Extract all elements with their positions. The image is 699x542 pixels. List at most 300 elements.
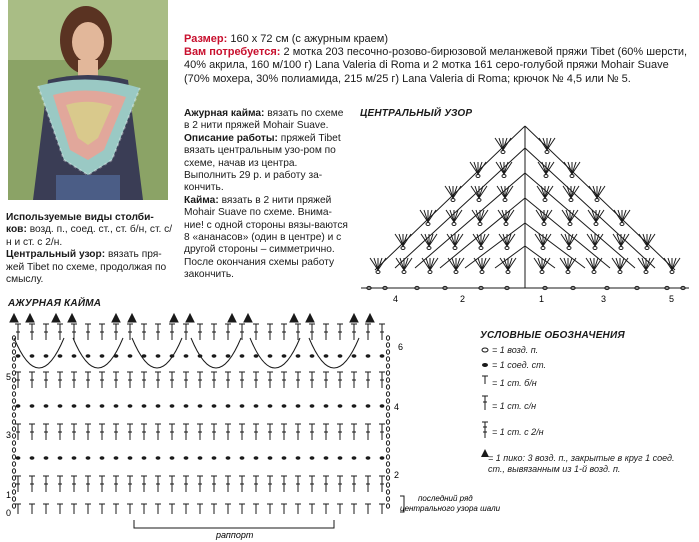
central-fan-mark [496, 162, 512, 178]
central-fan-mark [474, 258, 490, 274]
lace-edging-chart [4, 308, 501, 540]
central-fan-mark [446, 210, 462, 226]
chain-mark [386, 504, 389, 508]
stitch-mark [58, 456, 63, 459]
chain-mark [12, 357, 15, 361]
stitch-mark [183, 372, 189, 388]
chain-mark [12, 441, 15, 445]
stitch-mark [71, 372, 77, 388]
chain-mark [12, 490, 15, 494]
central-chart-title: ЦЕНТРАЛЬНЫЙ УЗОР [360, 108, 473, 119]
stitch-mark [338, 404, 343, 407]
stitch-mark [197, 476, 203, 492]
treble-crochet-icon [482, 422, 488, 438]
stitch-mark [268, 354, 273, 357]
stitch-mark [310, 404, 315, 407]
stitch-types [6, 212, 174, 249]
chain-mark [12, 427, 15, 431]
stitch-mark [29, 504, 35, 514]
stitch-mark [338, 456, 343, 459]
central-fan-mark [472, 210, 488, 226]
central-pattern-chart [355, 118, 695, 308]
chain-mark [386, 483, 389, 487]
stitch-mark [114, 354, 119, 357]
lace-edging-label: Ажурная кайма: [184, 108, 265, 119]
central-fan-mark [448, 258, 464, 274]
stitch-mark [281, 372, 287, 388]
picot-mark [52, 314, 60, 322]
stitch-mark [141, 476, 147, 492]
stitch-mark [85, 424, 91, 440]
stitch-mark [323, 324, 329, 340]
stitch-mark [352, 354, 357, 357]
edging-label: Кайма: [184, 194, 219, 206]
central-fan-mark [563, 186, 579, 202]
stitch-mark [99, 476, 105, 492]
chain-mark [12, 420, 15, 424]
work-description-value: пряжей Tibet вязать центральным узо-ром по схеме, начав из центра. Выполнить 29 р. и работу за-кончить. [184, 132, 341, 194]
chain-mark [386, 413, 389, 417]
stitch-mark [295, 372, 301, 388]
stitch-mark [365, 372, 371, 388]
stitch-mark [226, 404, 231, 407]
stitch-mark [183, 424, 189, 440]
central-pattern-value: вязать пря-жей Tibet по схеме, продолжая по смыслу. [6, 249, 167, 286]
stitch-mark [239, 504, 245, 514]
stitch-mark [184, 404, 189, 407]
stitch-mark [225, 476, 231, 492]
central-fan-mark [497, 186, 513, 202]
materials-label: Вам потребуется: [184, 46, 281, 59]
stitch-mark [337, 324, 343, 340]
picot-mark [244, 314, 252, 322]
stitch-mark [239, 424, 245, 440]
stitch-mark [113, 424, 119, 440]
stitch-mark [16, 354, 21, 357]
stitch-mark [72, 354, 77, 357]
arc-mark [191, 338, 241, 368]
stitch-mark [58, 404, 63, 407]
stitch-mark [296, 354, 301, 357]
stitch-mark [141, 504, 147, 514]
central-fan-mark [500, 258, 516, 274]
chain-mark [386, 399, 389, 403]
single-crochet-icon [482, 376, 488, 384]
chain-mark [12, 343, 15, 347]
chain-mark [12, 497, 15, 501]
stitch-mark [155, 324, 161, 340]
stitch-mark [268, 404, 273, 407]
stitch-mark [169, 372, 175, 388]
stitch-mark [86, 404, 91, 407]
stitch-mark [282, 404, 287, 407]
stitch-mark [211, 372, 217, 388]
stitch-mark [211, 324, 217, 340]
stitch-mark [337, 504, 343, 514]
chain-mark [12, 504, 15, 508]
stitch-mark [323, 372, 329, 388]
repeat-label: раппорт [216, 530, 254, 540]
central-fan-mark [370, 258, 386, 274]
stitch-mark [44, 404, 49, 407]
stitch-mark [366, 354, 371, 357]
left-column [6, 212, 174, 286]
stitch-mark [281, 504, 287, 514]
stitch-mark [58, 354, 63, 357]
chain-mark [386, 343, 389, 347]
stitch-mark [30, 354, 35, 357]
picot-mark [366, 314, 374, 322]
arc-mark [132, 338, 182, 368]
chain-mark [386, 385, 389, 389]
stitch-mark [100, 456, 105, 459]
chain-mark [386, 441, 389, 445]
picot-mark [306, 314, 314, 322]
stitch-mark [85, 372, 91, 388]
stitch-mark [295, 504, 301, 514]
chain-stitch-icon [482, 348, 488, 352]
stitch-mark [43, 476, 49, 492]
central-fan-mark [471, 186, 487, 202]
stitch-mark [253, 324, 259, 340]
stitch-mark [309, 372, 315, 388]
stitch-mark [44, 456, 49, 459]
central-fan-mark [589, 186, 605, 202]
stitch-mark [239, 476, 245, 492]
stitch-mark [379, 504, 385, 514]
central-fan-mark [445, 186, 461, 202]
stitch-mark [379, 324, 385, 340]
chain-mark [386, 455, 389, 459]
stitch-mark [85, 476, 91, 492]
lace-row-number: 5 [6, 372, 12, 382]
lace-chart-title: АЖУРНАЯ КАЙМА [8, 298, 102, 309]
shawl-photo-illustration [8, 0, 168, 200]
chain-mark [386, 420, 389, 424]
central-fan-mark [586, 258, 602, 274]
chain-mark [12, 364, 15, 368]
chain-mark [12, 371, 15, 375]
stitch-mark [198, 456, 203, 459]
central-axis-label: 4 [393, 294, 399, 304]
stitch-mark [225, 504, 231, 514]
stitch-mark [226, 456, 231, 459]
stitch-mark [86, 354, 91, 357]
legend-item: = 1 ст. с 2/н [492, 427, 544, 437]
stitch-mark [184, 456, 189, 459]
stitch-mark [71, 476, 77, 492]
stitch-mark [309, 424, 315, 440]
stitch-mark [99, 424, 105, 440]
stitch-mark [155, 476, 161, 492]
stitch-mark [365, 324, 371, 340]
stitch-mark [141, 372, 147, 388]
central-fan-mark [614, 210, 630, 226]
stitch-mark [267, 476, 273, 492]
lace-row-number: 4 [394, 402, 400, 412]
stitch-mark [43, 424, 49, 440]
stitch-mark [72, 404, 77, 407]
stitch-mark [169, 504, 175, 514]
stitch-mark [127, 424, 133, 440]
central-fan-mark [535, 234, 551, 250]
legend-item-picot: = 1 пико: 3 возд. п., закрытые в круг 1 соед. ст., вывязанным из 1-й возд. п. [488, 453, 675, 474]
legend-item: = 1 соед. ст. [492, 360, 547, 370]
stitch-mark [281, 424, 287, 440]
stitch-mark [282, 456, 287, 459]
stitch-mark [352, 456, 357, 459]
stitch-mark [169, 424, 175, 440]
stitch-mark [197, 504, 203, 514]
edging-note [184, 195, 348, 282]
stitch-mark [323, 504, 329, 514]
stitch-mark [309, 504, 315, 514]
stitch-mark [86, 456, 91, 459]
central-pattern-note [6, 249, 174, 286]
stitch-mark [57, 372, 63, 388]
stitch-mark [141, 324, 147, 340]
chain-mark [386, 378, 389, 382]
central-fan-mark [561, 234, 577, 250]
chain-mark [12, 462, 15, 466]
stitch-mark [267, 504, 273, 514]
legend-item: = 1 ст. с/н [492, 401, 537, 411]
arc-mark [14, 338, 64, 368]
central-fan-mark [396, 258, 412, 274]
stitch-mark [198, 354, 203, 357]
stitch-mark [170, 456, 175, 459]
lace-row-number: 1 [6, 490, 12, 500]
stitch-mark [253, 504, 259, 514]
stitch-mark [156, 456, 161, 459]
stitch-mark [324, 404, 329, 407]
stitch-mark [365, 504, 371, 514]
stitch-mark [380, 404, 385, 407]
chain-mark [386, 336, 389, 340]
stitch-mark [197, 324, 203, 340]
arc-mark [250, 338, 300, 368]
chain-mark [386, 490, 389, 494]
chain-mark [12, 406, 15, 410]
stitch-mark [352, 404, 357, 407]
stitch-mark [212, 354, 217, 357]
stitch-mark [100, 354, 105, 357]
stitch-mark [295, 324, 301, 340]
stitch-mark [380, 354, 385, 357]
stitch-mark [239, 324, 245, 340]
stitch-mark [324, 354, 329, 357]
lace-edging-value: вязать по схеме в 2 нити пряжей Mohair Suave. [184, 108, 344, 132]
central-fan-mark [395, 234, 411, 250]
central-axis-label: 1 [539, 294, 545, 304]
stitch-mark [309, 324, 315, 340]
central-fan-mark [447, 234, 463, 250]
central-fan-mark [534, 258, 550, 274]
last-row-note-line2: центрального узора шали [400, 504, 501, 513]
central-fan-mark [664, 258, 680, 274]
stitch-mark [323, 424, 329, 440]
edging-value: вязать в 2 нити пряжей Mohair Suave по схеме. Внима-ние! с одной стороны вязы-ваются 8 «ананасов» (один в центре) и с другой стороны – симметрично. После окончания схемы работу закончить. [184, 194, 348, 281]
stitch-mark [240, 456, 245, 459]
stitch-mark [295, 424, 301, 440]
picot-mark [290, 314, 298, 322]
stitch-mark [170, 404, 175, 407]
stitch-mark [225, 324, 231, 340]
stitch-mark [197, 424, 203, 440]
stitch-mark [351, 372, 357, 388]
central-fan-mark [537, 186, 553, 202]
last-row-note [400, 494, 501, 513]
stitch-mark [211, 476, 217, 492]
stitch-mark [155, 504, 161, 514]
chain-mark [386, 364, 389, 368]
picot-mark [128, 314, 136, 322]
lace-row-number: 2 [394, 470, 400, 480]
chain-mark [12, 455, 15, 459]
central-fan-mark [639, 234, 655, 250]
stitch-mark [226, 354, 231, 357]
central-axis-label: 2 [460, 294, 466, 304]
stitch-mark [30, 456, 35, 459]
chain-mark [12, 399, 15, 403]
arc-mark [309, 338, 359, 368]
stitch-mark [253, 372, 259, 388]
stitch-mark [365, 424, 371, 440]
chain-mark [386, 469, 389, 473]
central-fan-mark [495, 138, 511, 154]
stitch-mark [225, 424, 231, 440]
stitch-mark [127, 504, 133, 514]
legend-title: УСЛОВНЫЕ ОБОЗНАЧЕНИЯ [480, 330, 625, 341]
stitch-mark [155, 424, 161, 440]
stitch-mark [198, 404, 203, 407]
stitch-mark [43, 324, 49, 340]
central-fan-mark [470, 162, 486, 178]
stitch-mark [16, 404, 21, 407]
stitch-mark [254, 456, 259, 459]
stitch-mark [113, 476, 119, 492]
stitch-mark [156, 404, 161, 407]
stitch-mark [366, 404, 371, 407]
chain-mark [12, 392, 15, 396]
stitch-mark [323, 476, 329, 492]
stitch-mark [71, 504, 77, 514]
stitch-mark [128, 456, 133, 459]
chain-mark [12, 378, 15, 382]
stitch-mark [71, 424, 77, 440]
stitch-mark [183, 504, 189, 514]
chain-mark [12, 476, 15, 480]
stitch-mark [267, 424, 273, 440]
stitch-types-label: Используемые виды столби-ков: [6, 212, 154, 236]
stitch-mark [379, 424, 385, 440]
stitch-mark [197, 372, 203, 388]
stitch-mark [351, 324, 357, 340]
central-fan-mark [539, 138, 555, 154]
chain-mark [12, 448, 15, 452]
stitch-mark [100, 404, 105, 407]
lace-row-number: 3 [6, 430, 12, 440]
stitch-mark [99, 504, 105, 514]
chain-mark [12, 385, 15, 389]
chain-mark [386, 350, 389, 354]
stitch-mark [309, 476, 315, 492]
chain-mark [386, 497, 389, 501]
stitch-mark [240, 404, 245, 407]
stitch-mark [267, 372, 273, 388]
stitch-mark [57, 476, 63, 492]
stitch-mark [156, 354, 161, 357]
stitch-mark [351, 476, 357, 492]
stitch-mark [43, 504, 49, 514]
materials-block [184, 33, 689, 86]
stitch-mark [57, 424, 63, 440]
stitch-mark [379, 372, 385, 388]
stitch-mark [15, 424, 21, 440]
chain-mark [386, 406, 389, 410]
stitch-mark [212, 404, 217, 407]
central-axis-label: 5 [669, 294, 675, 304]
central-fan-mark [562, 210, 578, 226]
stitch-mark [57, 324, 63, 340]
picot-mark [350, 314, 358, 322]
picot-mark [170, 314, 178, 322]
stitch-mark [337, 424, 343, 440]
chain-mark [386, 392, 389, 396]
stitch-mark [72, 456, 77, 459]
legend-item: = 1 возд. п. [492, 345, 539, 355]
legend-item: = 1 ст. б/н [492, 378, 537, 388]
central-fan-mark [473, 234, 489, 250]
stitch-mark [113, 372, 119, 388]
stitch-mark [380, 456, 385, 459]
central-fan-mark [499, 234, 515, 250]
central-axis-label: 3 [601, 294, 607, 304]
stitch-mark [365, 476, 371, 492]
arc-mark [73, 338, 123, 368]
stitch-mark [211, 424, 217, 440]
chain-mark [12, 469, 15, 473]
stitch-mark [324, 456, 329, 459]
picot-mark [186, 314, 194, 322]
stitch-mark [169, 324, 175, 340]
chain-mark [386, 357, 389, 361]
chain-mark [386, 462, 389, 466]
stitch-mark [379, 476, 385, 492]
stitch-mark [43, 372, 49, 388]
chain-mark [386, 434, 389, 438]
last-row-note-line1: последний ряд [418, 494, 473, 503]
size-label: Размер: [184, 33, 228, 45]
stitch-mark [281, 476, 287, 492]
central-fan-mark [638, 258, 654, 274]
size-line [184, 33, 689, 46]
central-fan-mark [588, 210, 604, 226]
stitch-mark [113, 504, 119, 514]
chain-mark [386, 476, 389, 480]
stitch-mark [127, 372, 133, 388]
chain-mark [12, 350, 15, 354]
stitch-mark [142, 354, 147, 357]
stitch-types-value: возд. п., соед. ст., ст. б/н, ст. с/н и ст. с 2/н. [6, 224, 173, 248]
stitch-mark [30, 404, 35, 407]
stitch-mark [127, 324, 133, 340]
picot-mark [10, 314, 18, 322]
stitch-mark [29, 424, 35, 440]
slip-stitch-icon [482, 363, 488, 367]
stitch-mark [267, 324, 273, 340]
stitch-mark [155, 372, 161, 388]
